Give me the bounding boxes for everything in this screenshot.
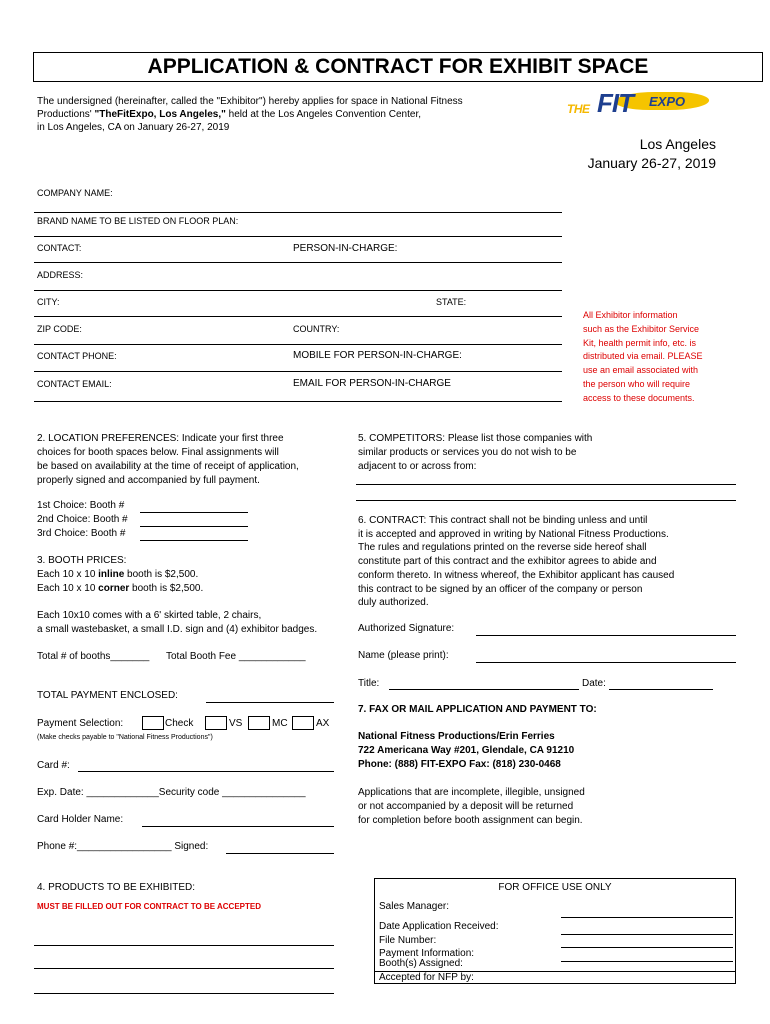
visa-label: VS: [229, 718, 243, 729]
date-received-line[interactable]: [561, 934, 733, 935]
exp-security-field[interactable]: Exp. Date: _____________Security code _______________: [37, 787, 306, 798]
email-pic-label: EMAIL FOR PERSON-IN-CHARGE: [293, 378, 451, 389]
file-number-line[interactable]: [561, 947, 733, 948]
address-label: ADDRESS:: [37, 270, 84, 280]
check-label: Check: [165, 718, 194, 729]
third-choice-label: 3rd Choice: Booth #: [37, 528, 126, 539]
person-in-charge-label: PERSON-IN-CHARGE:: [293, 243, 398, 254]
intro-line-3: in Los Angeles, CA on January 26-27, 2019: [37, 122, 230, 133]
org-address: 722 Americana Way #201, Glendale, CA 91210: [358, 745, 575, 756]
booth-prices-heading: 3. BOOTH PRICES:: [37, 555, 127, 566]
competitors-line-2[interactable]: [356, 500, 736, 501]
visa-checkbox[interactable]: [205, 716, 227, 730]
accepted-by-label: Accepted for NFP by:: [379, 972, 474, 983]
org-name: National Fitness Productions/Erin Ferries: [358, 731, 555, 742]
brand-name-line[interactable]: [34, 236, 562, 237]
file-number-label: File Number:: [379, 935, 437, 946]
company-name-line[interactable]: [34, 212, 562, 213]
card-number-line[interactable]: [78, 771, 334, 772]
total-payment-label: TOTAL PAYMENT ENCLOSED:: [37, 690, 178, 701]
card-holder-line[interactable]: [142, 826, 334, 827]
page-title: APPLICATION & CONTRACT FOR EXHIBIT SPACE: [33, 52, 763, 82]
thefitexpo-logo: [563, 90, 713, 126]
fax-mail-heading: 7. FAX OR MAIL APPLICATION AND PAYMENT TO:: [358, 704, 597, 715]
sales-manager-label: Sales Manager:: [379, 901, 450, 912]
title-line[interactable]: [389, 689, 579, 690]
logo-the: THE: [567, 102, 590, 116]
products-line-1[interactable]: [34, 945, 334, 946]
mastercard-label: MC: [272, 718, 288, 729]
address-line[interactable]: [34, 290, 562, 291]
payment-info-line[interactable]: [561, 961, 733, 962]
inline-price-a: Each 10 x 10: [37, 569, 99, 580]
event-city: Los Angeles: [639, 136, 716, 152]
products-heading: 4. PRODUCTS TO BE EXHIBITED:: [37, 882, 195, 893]
booths-assigned-label: Booth(s) Assigned:: [379, 958, 463, 969]
second-choice-line[interactable]: [140, 526, 248, 527]
inline-word: inline: [98, 569, 125, 580]
logo-expo: EXPO: [649, 94, 686, 109]
contract-text: 6. CONTRACT: This contract shall not be binding unless and until it is accepted and approved in writing by National Fitness Productions. The rules and regulations printed on the reverse side hereof shall constitute part of this contract and the exhibitor agrees to abide and conform thereto. In witness whereof, the Exhibitor applicant has caused this contract to be signed by an officer of the company or person duly authorized.: [358, 515, 675, 609]
date-label: Date:: [582, 678, 606, 689]
amex-label: AX: [316, 718, 330, 729]
city-label: CITY:: [37, 297, 60, 307]
contact-label: CONTACT:: [37, 243, 82, 253]
competitors-text: 5. COMPETITORS: Please list those companies with similar products or services you do not wish to be adjacent to or across from:: [358, 433, 593, 472]
third-choice-line[interactable]: [140, 540, 248, 541]
zip-line[interactable]: [34, 344, 562, 345]
amex-checkbox[interactable]: [292, 716, 314, 730]
org-phone-fax: Phone: (888) FIT-EXPO Fax: (818) 230-0468: [358, 759, 561, 770]
booth-includes-text: Each 10x10 comes with a 6' skirted table, 2 chairs, a small wastebasket, a small I.D. sign and (4) exhibitor badges.: [37, 610, 318, 635]
intro-line-1: The undersigned (hereinafter, called the "Exhibitor") hereby applies for space in National Fitness: [37, 96, 463, 107]
zip-label: ZIP CODE:: [37, 324, 82, 334]
inline-price-c: booth is $2,500.: [124, 569, 199, 580]
intro-line-2c: held at the Los Angeles Convention Center,: [225, 109, 421, 120]
first-choice-label: 1st Choice: Booth #: [37, 500, 125, 511]
contact-phone-label: CONTACT PHONE:: [37, 351, 117, 361]
title-label: Title:: [358, 678, 380, 689]
competitors-line-1[interactable]: [356, 484, 736, 485]
office-use-heading: FOR OFFICE USE ONLY: [498, 882, 612, 893]
corner-price-c: booth is $2,500.: [129, 583, 204, 594]
city-line[interactable]: [34, 316, 562, 317]
total-fee-field[interactable]: Total Booth Fee ____________: [166, 651, 306, 662]
state-label: STATE:: [436, 297, 467, 307]
corner-word: corner: [98, 583, 130, 594]
logo-fit: FIT: [597, 88, 633, 118]
first-choice-line[interactable]: [140, 512, 248, 513]
intro-event-name: "TheFitExpo, Los Angeles,": [94, 109, 226, 120]
office-use-box: [374, 878, 736, 984]
phone-signed-field[interactable]: Phone #:_________________ Signed:: [37, 841, 209, 852]
total-booths-field[interactable]: Total # of booths_______: [37, 651, 150, 662]
check-checkbox[interactable]: [142, 716, 164, 730]
mobile-label: MOBILE FOR PERSON-IN-CHARGE:: [293, 350, 462, 361]
sales-manager-line[interactable]: [561, 917, 733, 918]
brand-name-label: BRAND NAME TO BE LISTED ON FLOOR PLAN:: [37, 216, 239, 226]
signed-line[interactable]: [226, 853, 334, 854]
date-received-label: Date Application Received:: [379, 921, 499, 932]
print-name-line[interactable]: [476, 662, 736, 663]
products-line-3[interactable]: [34, 993, 334, 994]
card-number-label: Card #:: [37, 760, 70, 771]
phone-line[interactable]: [34, 371, 562, 372]
intro-line-2: [37, 109, 421, 120]
check-payable-note: (Make checks payable to "National Fitness Productions"): [37, 734, 213, 741]
second-choice-label: 2nd Choice: Booth #: [37, 514, 128, 525]
authorized-signature-line[interactable]: [476, 635, 736, 636]
incomplete-warning: Applications that are incomplete, illegible, unsigned or not accompanied by a deposit will be returned for completion before booth assignment can begin.: [358, 787, 585, 826]
email-notice: All Exhibitor information such as the Exhibitor Service Kit, health permit info, etc. is distributed via email. PLEASE use an email associated with the person who will require access to these documents.: [583, 310, 703, 403]
products-line-2[interactable]: [34, 968, 334, 969]
authorized-signature-label: Authorized Signature:: [358, 623, 455, 634]
mastercard-checkbox[interactable]: [248, 716, 270, 730]
payment-selection-label: Payment Selection:: [37, 718, 124, 729]
corner-price: [37, 583, 203, 594]
products-required-note: MUST BE FILLED OUT FOR CONTRACT TO BE ACCEPTED: [37, 902, 261, 911]
company-name-label: COMPANY NAME:: [37, 188, 113, 198]
contact-line[interactable]: [34, 262, 562, 263]
intro-line-2a: Productions': [37, 109, 95, 120]
country-label: COUNTRY:: [293, 324, 340, 334]
date-line[interactable]: [609, 689, 713, 690]
total-payment-line[interactable]: [206, 702, 334, 703]
corner-price-a: Each 10 x 10: [37, 583, 99, 594]
contact-email-label: CONTACT EMAIL:: [37, 379, 112, 389]
location-preferences-text: 2. LOCATION PREFERENCES: Indicate your first three choices for booth spaces below. Final assignments will be based on availability at the time of receipt of application, properly signed and accompanied by full payment.: [37, 433, 299, 486]
payment-info-label: Payment Information:: [379, 948, 475, 959]
email-line[interactable]: [34, 401, 562, 402]
print-name-label: Name (please print):: [358, 650, 449, 661]
inline-price: [37, 569, 198, 580]
card-holder-label: Card Holder Name:: [37, 814, 124, 825]
event-dates: January 26-27, 2019: [587, 155, 716, 171]
